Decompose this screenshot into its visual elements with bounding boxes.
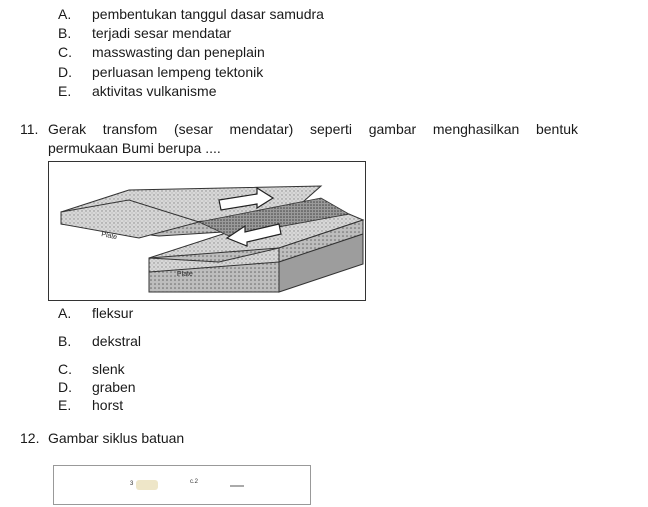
option-text: pembentukan tanggul dasar samudra <box>92 6 324 22</box>
question-number: 12. <box>20 430 40 446</box>
option-letter: A. <box>58 305 72 321</box>
option-letter: C. <box>58 44 72 60</box>
q11-option-e[interactable] <box>58 397 124 414</box>
fault-block-diagram <box>49 162 365 300</box>
option-text: graben <box>92 379 136 395</box>
option-text: masswasting dan peneplain <box>92 44 265 60</box>
option-letter: B. <box>58 333 72 349</box>
option-text: horst <box>92 397 124 413</box>
option-letter: B. <box>58 25 72 41</box>
prev-option-a <box>58 6 324 23</box>
prev-option-b <box>58 25 232 42</box>
rock-cycle-diagram <box>54 466 310 504</box>
option-text: fleksur <box>92 305 134 321</box>
option-letter: A. <box>58 6 72 22</box>
figure-label-mid: c.2 <box>190 479 199 485</box>
option-text: slenk <box>92 361 125 377</box>
option-text: terjadi sesar mendatar <box>92 25 232 41</box>
q11-option-d[interactable] <box>58 379 136 396</box>
question-number: 11. <box>20 121 39 137</box>
q11-option-c[interactable] <box>58 361 125 378</box>
prev-option-d <box>58 64 264 81</box>
q11-option-a[interactable] <box>58 305 134 322</box>
option-text: dekstral <box>92 333 142 349</box>
figure-label-left: 3 <box>130 481 134 487</box>
question-text: Gambar siklus batuan <box>48 430 185 446</box>
option-text: perluasan lempeng tektonik <box>92 64 264 80</box>
option-letter: D. <box>58 64 72 80</box>
option-letter: E. <box>58 83 72 99</box>
prev-option-c <box>58 44 265 61</box>
option-text: aktivitas vulkanisme <box>92 83 217 99</box>
question-text-line1: Gerak transfom (sesar mendatar) seperti gambar menghasilkan bentuk <box>48 121 578 137</box>
plate-label-top: Plate <box>100 231 118 242</box>
transform-fault-figure <box>48 161 366 301</box>
prev-option-e <box>58 83 217 100</box>
q11-option-b[interactable] <box>58 333 142 350</box>
plate-label-bottom: Plate <box>176 270 194 278</box>
rock-cycle-figure <box>53 465 311 505</box>
option-letter: D. <box>58 379 72 395</box>
option-letter: E. <box>58 397 72 413</box>
question-text-line2: permukaan Bumi berupa .... <box>48 140 221 156</box>
option-letter: C. <box>58 361 72 377</box>
